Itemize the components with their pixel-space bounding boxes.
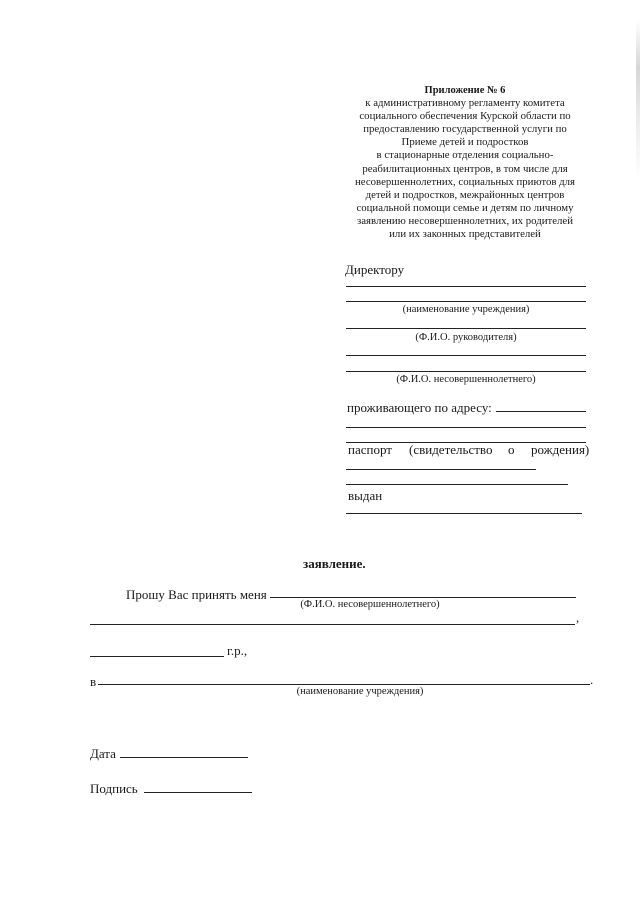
request-comma: , <box>576 610 580 625</box>
appendix-line: социального обеспечения Курской области по <box>359 110 571 123</box>
request-name-caption: (Ф.И.О. несовершеннолетнего) <box>300 599 440 610</box>
appendix-header <box>330 84 600 241</box>
director-label: Директору <box>345 262 405 277</box>
date-label: Дата <box>90 746 116 761</box>
institution-line-1[interactable] <box>346 286 586 287</box>
appendix-line: несовершеннолетних, социальных приютов для <box>355 175 575 188</box>
preposition-word: о <box>508 442 515 457</box>
minor-name-line-1[interactable] <box>346 355 586 356</box>
address-line-2[interactable] <box>346 427 586 428</box>
target-period: . <box>590 672 594 687</box>
request-name-line-2[interactable] <box>90 624 575 625</box>
birth-year-line[interactable] <box>90 656 224 657</box>
issued-line[interactable] <box>346 513 582 514</box>
appendix-line: в стационарные отделения социально- <box>376 149 554 162</box>
birth-year-suffix: г.р., <box>227 643 248 658</box>
scan-edge-artifact <box>636 20 640 180</box>
appendix-title: Приложение № 6 <box>424 85 506 96</box>
institution-line-2[interactable] <box>346 301 586 302</box>
target-institution-line[interactable] <box>98 684 590 685</box>
address-label: проживающего по адресу: <box>347 400 492 415</box>
appendix-line: реабилитационных центров, в том числе для <box>362 162 568 175</box>
appendix-line: заявлению несовершеннолетних, их родителей <box>356 214 573 227</box>
request-name-line[interactable] <box>270 597 576 598</box>
minor-name-caption: (Ф.И.О. несовершеннолетнего) <box>396 374 536 385</box>
date-line[interactable] <box>120 757 248 758</box>
target-institution-caption: (наименование учреждения) <box>296 686 424 697</box>
in-label: в <box>90 674 97 689</box>
passport-line-1[interactable] <box>346 469 536 470</box>
head-name-line[interactable] <box>346 328 586 329</box>
appendix-line: социальной помощи семье и детям по личному <box>356 201 574 214</box>
appendix-line: детей и подростков, межрайонных центров <box>365 188 565 201</box>
institution-caption: (наименование учреждения) <box>402 304 530 315</box>
passport-line-2[interactable] <box>346 484 568 485</box>
statement-heading: заявление. <box>303 556 366 571</box>
appendix-line: к административному регламенту комитета <box>365 97 565 110</box>
request-label: Прошу Вас принять меня <box>126 587 267 602</box>
address-line-1[interactable] <box>496 411 586 412</box>
passport-word: паспорт <box>348 442 392 457</box>
appendix-line: Приеме детей и подростков <box>401 136 529 149</box>
head-name-caption: (Ф.И.О. руководителя) <box>415 332 517 343</box>
signature-label: Подпись <box>90 781 138 796</box>
appendix-line: или их законных представителей <box>389 228 541 241</box>
minor-name-line-2[interactable] <box>346 371 586 372</box>
issued-label: выдан <box>348 488 383 503</box>
birth-word: рождения) <box>531 442 590 457</box>
signature-line[interactable] <box>144 792 252 793</box>
appendix-line: предоставлению государственной услуги по <box>363 123 567 136</box>
birth-certificate-word: (свидетельство <box>409 442 493 457</box>
